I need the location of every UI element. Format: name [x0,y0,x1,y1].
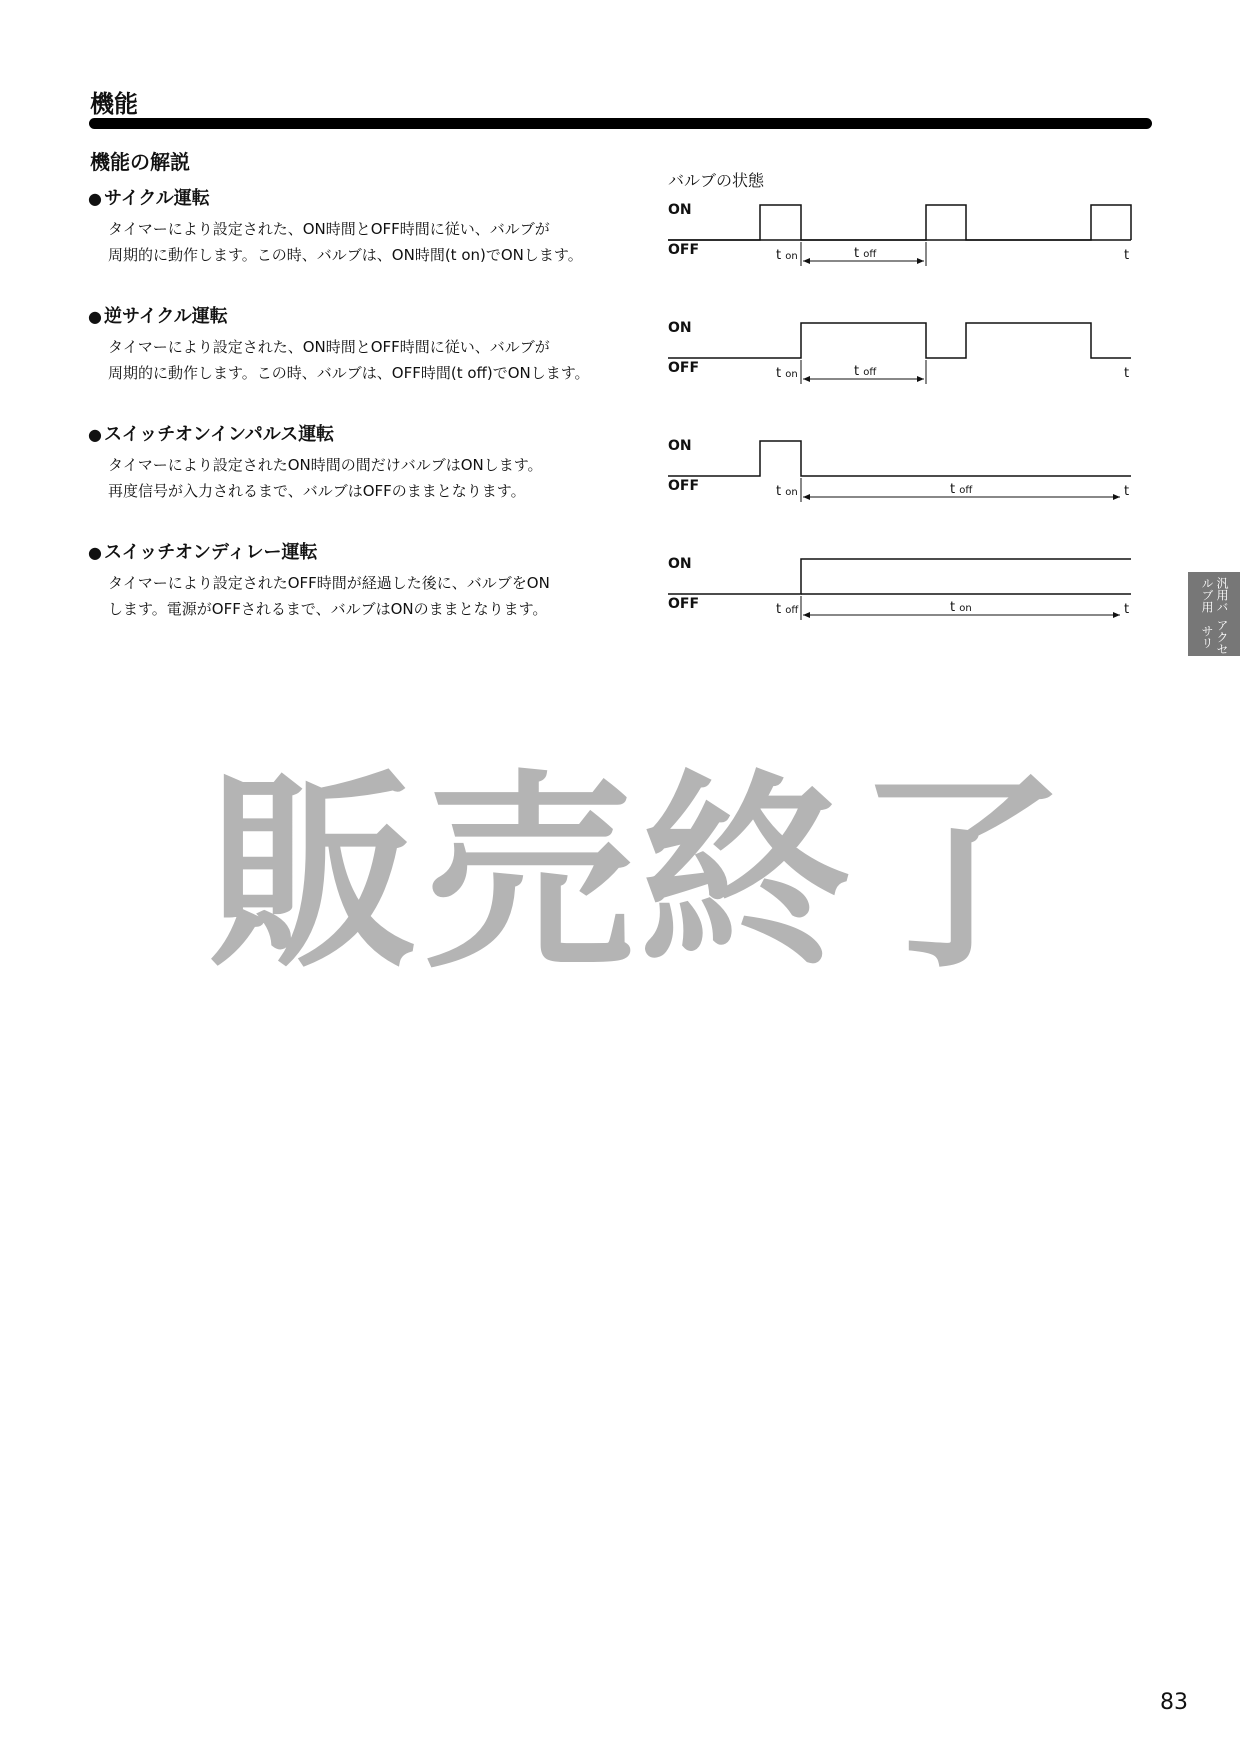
off-label: OFF [668,360,700,376]
svg-text:t off: t off [776,602,799,617]
on-label: ON [668,438,692,454]
mode-heading: ● スイッチオンインパルス運転 [88,424,335,445]
on-label: ON [668,320,692,336]
bullet-icon: ● [88,189,102,208]
off-label: OFF [668,596,700,612]
timing-diagram-switch-on-impulse [668,434,1148,514]
mode-description: タイマーにより設定された、ON時間とOFF時間に従い、バルブが 周期的に動作します。この時、バルブは、ON時間(t on)でONします。 [108,220,583,264]
mode-heading: ● スイッチオンディレー運転 [88,542,318,563]
mode-description: タイマーにより設定されたON時間の間だけバルブはONします。 再度信号が入力されるまで、バルブはOFFのままとなります。 [108,456,543,500]
section-title: 機能の解説 [90,150,190,174]
off-label: OFF [668,242,700,258]
side-index-tab: 汎用バルブ用 アクセサリ [1188,572,1240,656]
svg-text:t: t [1124,366,1130,381]
timing-diagram-switch-on-delay [668,552,1148,632]
timing-diagram-reverse-cycle [668,316,1148,396]
on-label: ON [668,202,692,218]
mode-switch-on-delay [88,538,628,622]
mode-heading: ● 逆サイクル運転 [88,306,228,327]
svg-text:t on: t on [776,366,798,381]
off-label: OFF [668,478,700,494]
svg-text:t on: t on [776,484,798,499]
mode-switch-on-impulse [88,420,628,504]
svg-text:t: t [1124,484,1130,499]
mode-description: タイマーにより設定されたOFF時間が経過した後に、バルブをON します。電源がOFFされるまで、バルブはONのままとなります。 [108,574,550,618]
svg-text:t: t [1124,602,1130,617]
svg-text:t on: t on [776,248,798,263]
svg-text:t off: t off [950,482,973,497]
bullet-icon: ● [88,425,102,444]
svg-text:t off: t off [854,246,877,261]
svg-text:t on: t on [950,600,972,615]
bullet-icon: ● [88,543,102,562]
discontinued-watermark: 販売終了 [207,752,1072,997]
page-title: 機能 [90,90,138,118]
mode-cycle [88,184,628,268]
svg-text:t off: t off [854,364,877,379]
diagram-caption: バルブの状態 [668,171,765,190]
mode-reverse-cycle [88,302,628,386]
title-divider [89,118,1152,129]
svg-text:t: t [1124,248,1130,263]
timing-diagram-cycle [668,198,1148,278]
mode-heading: ● サイクル運転 [88,188,210,209]
page-number: 83 [1160,1690,1188,1715]
bullet-icon: ● [88,307,102,326]
on-label: ON [668,556,692,572]
mode-description: タイマーにより設定された、ON時間とOFF時間に従い、バルブが 周期的に動作します。この時、バルブは、OFF時間(t off)でONします。 [108,338,590,382]
